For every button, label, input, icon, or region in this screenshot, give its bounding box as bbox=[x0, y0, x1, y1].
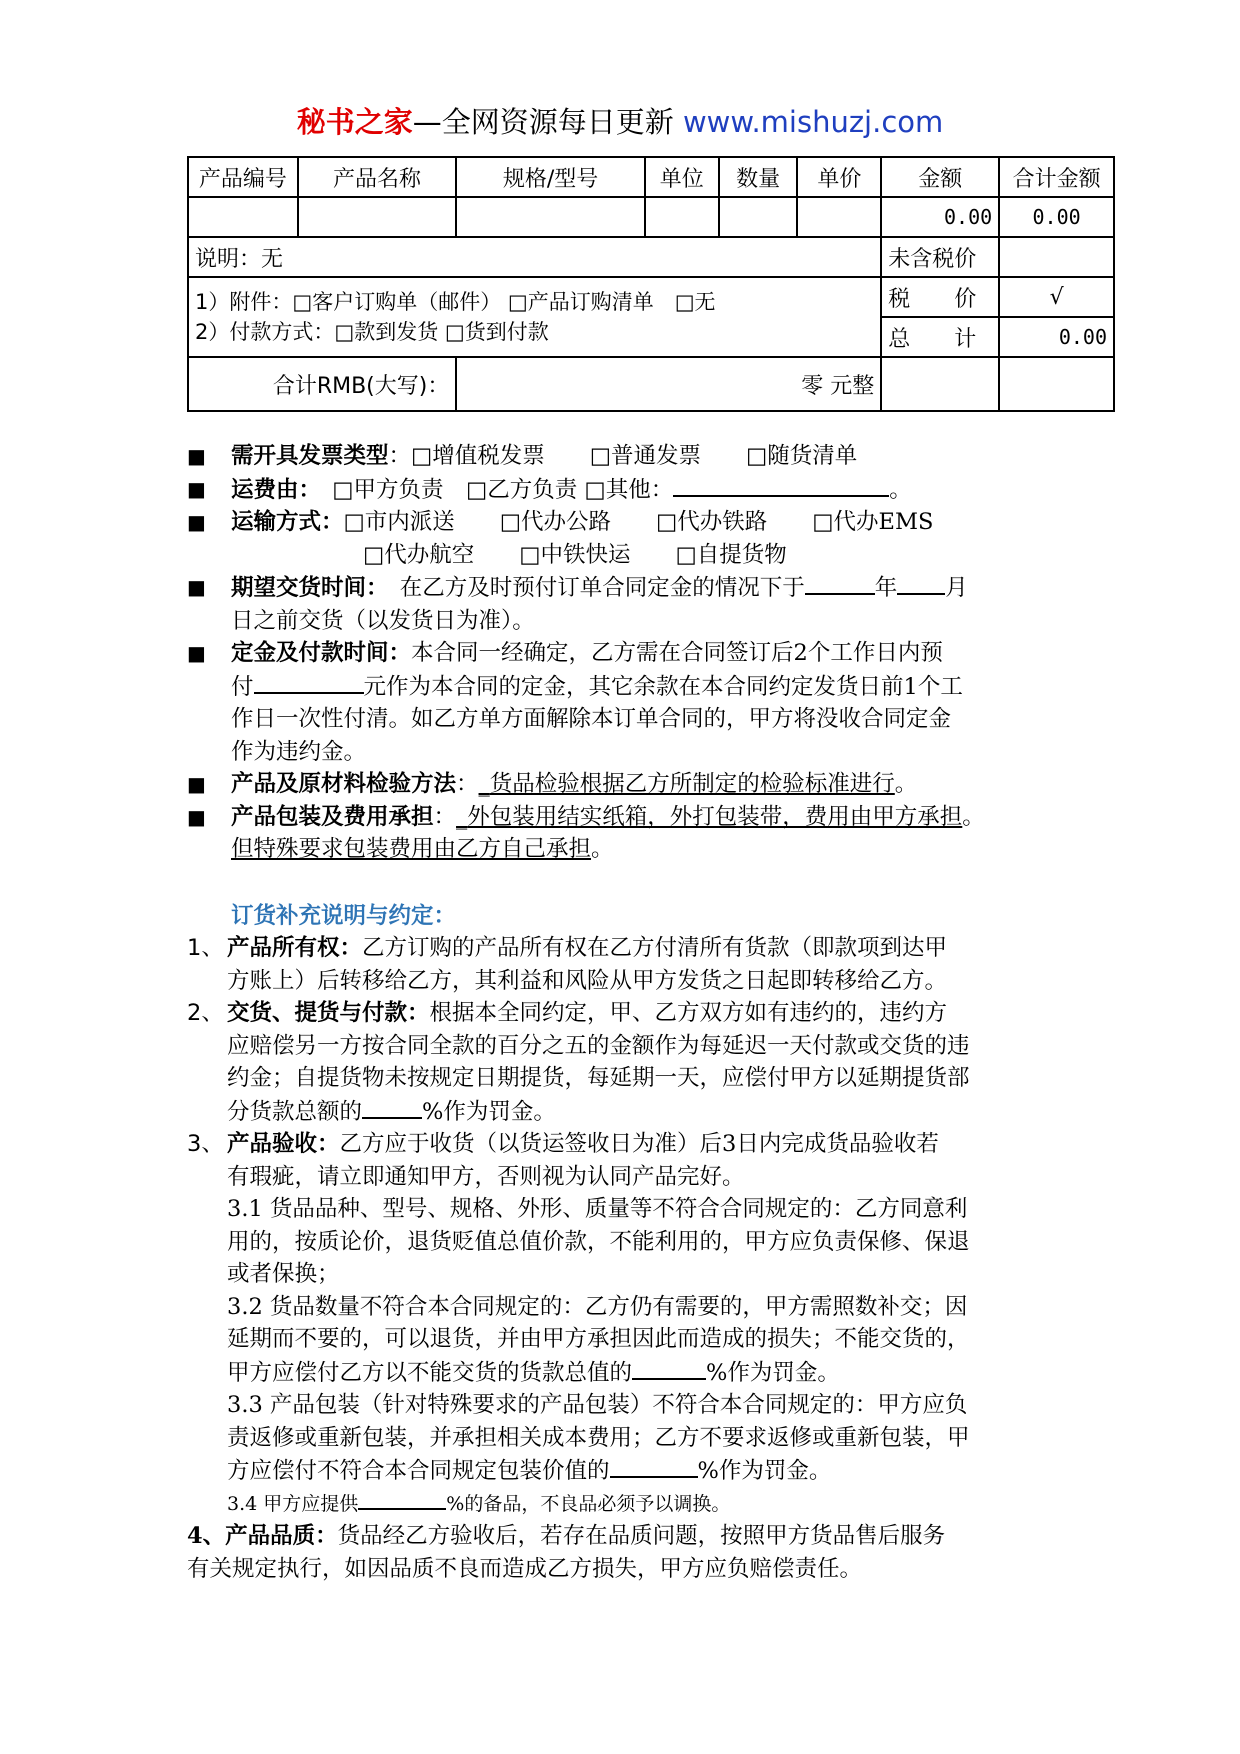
header-cell: 产品编号 bbox=[188, 157, 298, 197]
packaging-text: _外包装用结实纸箱，外打包装带，费用由甲方承担 bbox=[456, 803, 963, 830]
deposit-text: 付 bbox=[231, 673, 254, 700]
transport-label: 运输方式： bbox=[231, 509, 344, 535]
clause-text: 根据本全同约定，甲、乙方双方如有违约的，违约方 bbox=[429, 1000, 948, 1026]
inspection-end: 。 bbox=[894, 771, 918, 797]
delivery-month-blank[interactable] bbox=[897, 571, 945, 595]
clause-3-3-cont bbox=[187, 1422, 1127, 1455]
clause-number: 3、 bbox=[187, 1131, 224, 1157]
tax-value: √ bbox=[999, 277, 1114, 317]
attachment-cell bbox=[188, 277, 881, 357]
table-row bbox=[188, 197, 1114, 237]
clause-number: 2、 bbox=[187, 1000, 224, 1026]
spec-cell[interactable] bbox=[456, 197, 644, 237]
clause-text: 乙方应于收货（以货运签收日为准）后3日内完成货品验收若 bbox=[339, 1131, 939, 1157]
penalty-blank[interactable] bbox=[632, 1356, 706, 1380]
clause-3-1-cont bbox=[187, 1226, 1127, 1259]
note-row bbox=[188, 237, 1114, 277]
deposit-cont bbox=[187, 670, 1127, 704]
deposit-label: 定金及付款时间： bbox=[231, 640, 412, 666]
attachment-line: 1）附件：□客户订购单（邮件） □产品订购清单 □无 bbox=[195, 290, 716, 314]
invoice-type-item bbox=[187, 440, 1127, 473]
inspection-label: 产品及原材料检验方法 bbox=[231, 771, 457, 797]
note-cell: 说明：无 bbox=[188, 237, 881, 277]
header-cell: 产品名称 bbox=[298, 157, 457, 197]
period: 。 bbox=[591, 836, 614, 862]
clause-text: 约金；自提货物未按规定日期提货，每延期一天，应偿付甲方以延期提货部 bbox=[227, 1065, 970, 1091]
deposit-text: 作日一次性付清。如乙方单方面解除本订单合同的，甲方将没收合同定金 bbox=[231, 706, 952, 732]
clause-2-cont bbox=[187, 1030, 1127, 1063]
invoice-options[interactable]: ：□增值税发票 □普通发票 □随货清单 bbox=[388, 443, 858, 469]
transport-options-2[interactable]: □代办航空 □中铁快运 □自提货物 bbox=[363, 541, 787, 568]
sum-value: 0.00 bbox=[999, 317, 1114, 357]
clause-2-cont bbox=[187, 1095, 1127, 1129]
contract-body bbox=[187, 440, 1127, 1585]
payment-method-line: 2）付款方式：□款到发货 □货到付款 bbox=[195, 320, 549, 344]
packaging-cont bbox=[187, 833, 1127, 866]
pretax-label: 未含税价 bbox=[881, 237, 999, 277]
pretax-value[interactable] bbox=[999, 237, 1114, 277]
rmb-value: 零 元整 bbox=[456, 357, 881, 411]
header-cell: 数量 bbox=[719, 157, 798, 197]
product-name-cell[interactable] bbox=[298, 197, 457, 237]
clause-text: 责返修或重新包装，并承担相关成本费用；乙方不要求返修或重新包装，甲 bbox=[227, 1424, 970, 1451]
header-url[interactable]: www.mishuzj.com bbox=[682, 105, 944, 139]
packaging-item bbox=[187, 801, 1127, 834]
packaging-label: 产品包装及费用承担 bbox=[231, 803, 434, 830]
deposit-amount-blank[interactable] bbox=[254, 670, 364, 694]
bullet-icon: ■ bbox=[187, 575, 206, 599]
deposit-text: 本合同一经确定，乙方需在合同签订后2个工作日内预 bbox=[411, 640, 943, 666]
colon: ： bbox=[433, 803, 457, 830]
clause-text: %作为罚金。 bbox=[422, 1098, 556, 1125]
rmb-row bbox=[188, 357, 1114, 411]
amount-cell: 0.00 bbox=[881, 197, 999, 237]
deposit-text: 作为违约金。 bbox=[231, 738, 367, 765]
rmb-extra-cell bbox=[881, 357, 999, 411]
deposit-item bbox=[187, 637, 1127, 670]
transport-item bbox=[187, 506, 1127, 539]
clause-4 bbox=[187, 1520, 1127, 1553]
clause-2-cont bbox=[187, 1062, 1127, 1095]
bullet-icon: ■ bbox=[187, 804, 206, 829]
header-cell: 金额 bbox=[881, 157, 999, 197]
brand-name: 秘书之家 bbox=[296, 105, 413, 139]
clause-text: 应赔偿另一方按合同全款的百分之五的金额作为每延迟一天付款或交货的违 bbox=[227, 1032, 970, 1059]
bullet-icon: ■ bbox=[187, 444, 206, 468]
freight-other-blank[interactable] bbox=[673, 473, 889, 497]
freight-options[interactable]: □甲方负责 □乙方负责 □其他： bbox=[309, 476, 674, 503]
delivery-time-item bbox=[187, 571, 1127, 605]
delivery-time-cont bbox=[187, 605, 1127, 638]
packaging-text-2: 但特殊要求包装费用由乙方自己承担 bbox=[231, 836, 592, 862]
clause-text: 延期而不要的，可以退货，并由甲方承担因此而造成的损失；不能交货的， bbox=[227, 1326, 970, 1352]
invoice-label: 需开具发票类型 bbox=[231, 443, 389, 469]
clause-text: 3.2 货品数量不符合本合同规定的：乙方仍有需要的，甲方需照数补交；因 bbox=[227, 1293, 968, 1320]
clause-text: %作为罚金。 bbox=[697, 1458, 832, 1484]
inspection-item bbox=[187, 768, 1127, 801]
unit-cell[interactable] bbox=[645, 197, 719, 237]
clause-text: 3.3 产品包装（针对特殊要求的产品包装）不符合本合同规定的：甲方应负 bbox=[227, 1392, 968, 1418]
clause-text: 用的，按质论价，退货贬值总值价款，不能利用的，甲方应负责保修、保退 bbox=[227, 1228, 970, 1255]
transport-options[interactable]: □市内派送 □代办公路 □代办铁路 □代办EMS bbox=[343, 509, 934, 535]
clause-3-3-cont bbox=[187, 1454, 1127, 1488]
spare-parts-blank[interactable] bbox=[358, 1490, 446, 1510]
unit-price-cell[interactable] bbox=[797, 197, 881, 237]
penalty-blank[interactable] bbox=[610, 1454, 698, 1478]
delivery-month: 月 bbox=[945, 575, 968, 601]
attach-row bbox=[188, 277, 1114, 317]
header-cell: 单位 bbox=[645, 157, 719, 197]
header-cell: 规格/型号 bbox=[456, 157, 644, 197]
clause-3-2 bbox=[187, 1291, 1127, 1324]
clause-text: 货品经乙方验收后，若存在品质问题，按照甲方货品售后服务 bbox=[337, 1523, 946, 1549]
clause-label: 产品验收： bbox=[227, 1131, 340, 1157]
colon: ： bbox=[456, 771, 479, 797]
freight-item bbox=[187, 473, 1127, 507]
clause-3-cont bbox=[187, 1161, 1127, 1194]
clause-3-3 bbox=[187, 1389, 1127, 1422]
clause-text: 或者保换； bbox=[227, 1261, 340, 1287]
transport-item-cont bbox=[187, 539, 1127, 572]
freight-label: 运费由： bbox=[231, 476, 310, 503]
bullet-icon: ■ bbox=[187, 772, 206, 796]
clause-text: 甲方应偿付乙方以不能交货的货款总值的 bbox=[227, 1359, 633, 1386]
clause-3-2-cont bbox=[187, 1323, 1127, 1356]
clause-number: 1、 bbox=[187, 935, 224, 961]
supplement-title: 订货补充说明与约定： bbox=[231, 902, 457, 929]
clause-text: 方应偿付不符合本合同规定包装价值的 bbox=[227, 1458, 610, 1484]
bullet-icon: ■ bbox=[187, 476, 206, 501]
clause-text: 有关规定执行，如因品质不良而造成乙方损失，甲方应负赔偿责任。 bbox=[187, 1555, 863, 1582]
delivery-label: 期望交货时间： bbox=[231, 575, 378, 601]
order-table bbox=[187, 156, 1115, 412]
clause-text: %的备品，不良品必须予以调换。 bbox=[446, 1492, 731, 1515]
clause-label: 产品所有权： bbox=[227, 935, 363, 961]
clause-3-1 bbox=[187, 1193, 1127, 1226]
clause-1-cont bbox=[187, 965, 1127, 998]
deposit-text: 元作为本合同的定金，其它余款在本合同约定发货日前1个工 bbox=[363, 673, 963, 700]
total-cell: 0.00 bbox=[999, 197, 1114, 237]
quantity-cell[interactable] bbox=[719, 197, 798, 237]
clause-text: 3.1 货品品种、型号、规格、外形、质量等不符合合同规定的：乙方同意利 bbox=[227, 1196, 968, 1222]
tax-label: 税 价 bbox=[881, 277, 999, 317]
header-slogan: 全网资源每日更新 bbox=[441, 105, 683, 139]
product-code-cell[interactable] bbox=[188, 197, 298, 237]
clause-label: 交货、提货与付款： bbox=[227, 1000, 430, 1026]
clause-text: 有瑕疵，请立即通知甲方，否则视为认同产品完好。 bbox=[227, 1163, 745, 1190]
clause-3 bbox=[187, 1128, 1127, 1161]
freight-end: 。 bbox=[889, 476, 912, 503]
clause-1 bbox=[187, 932, 1127, 965]
bullet-icon: ■ bbox=[187, 641, 206, 665]
rmb-label: 合计RMB(大写)： bbox=[188, 357, 456, 411]
sum-label: 总 计 bbox=[881, 317, 999, 357]
clause-label: 4、产品品质： bbox=[187, 1523, 338, 1549]
clause-3-2-cont bbox=[187, 1356, 1127, 1390]
clause-text: 方账上）后转移给乙方，其利益和风险从甲方发货之日起即转移给乙方。 bbox=[227, 967, 948, 994]
clause-3-1-cont bbox=[187, 1258, 1127, 1291]
clause-text: 乙方订购的产品所有权在乙方付清所有货款（即款项到达甲 bbox=[362, 935, 948, 961]
inspection-text: _货品检验根据乙方所制定的检验标准进行 bbox=[478, 771, 895, 797]
clause-text: 分货款总额的 bbox=[227, 1098, 363, 1125]
header-dash: — bbox=[412, 105, 442, 139]
deposit-cont bbox=[187, 703, 1127, 736]
deposit-cont bbox=[187, 736, 1127, 769]
header-cell: 单价 bbox=[797, 157, 881, 197]
penalty-blank[interactable] bbox=[362, 1095, 422, 1119]
rmb-extra-cell bbox=[999, 357, 1114, 411]
delivery-year-blank[interactable] bbox=[805, 571, 875, 595]
bullet-icon: ■ bbox=[187, 510, 206, 534]
delivery-year: 年 bbox=[874, 575, 898, 601]
header-cell: 合计金额 bbox=[999, 157, 1114, 197]
clause-text: 3.4 甲方应提供 bbox=[227, 1492, 359, 1515]
clause-3-4 bbox=[187, 1488, 1127, 1521]
clause-2 bbox=[187, 997, 1127, 1030]
delivery-text: 在乙方及时预付订单合同定金的情况下于 bbox=[377, 575, 805, 601]
clause-text: %作为罚金。 bbox=[706, 1359, 840, 1386]
page-header bbox=[0, 100, 1240, 141]
clause-4-cont bbox=[187, 1553, 1127, 1586]
table-header-row bbox=[188, 157, 1114, 197]
delivery-text-2: 日之前交货（以发货日为准）。 bbox=[231, 607, 535, 634]
packaging-end: 。 bbox=[962, 803, 985, 830]
